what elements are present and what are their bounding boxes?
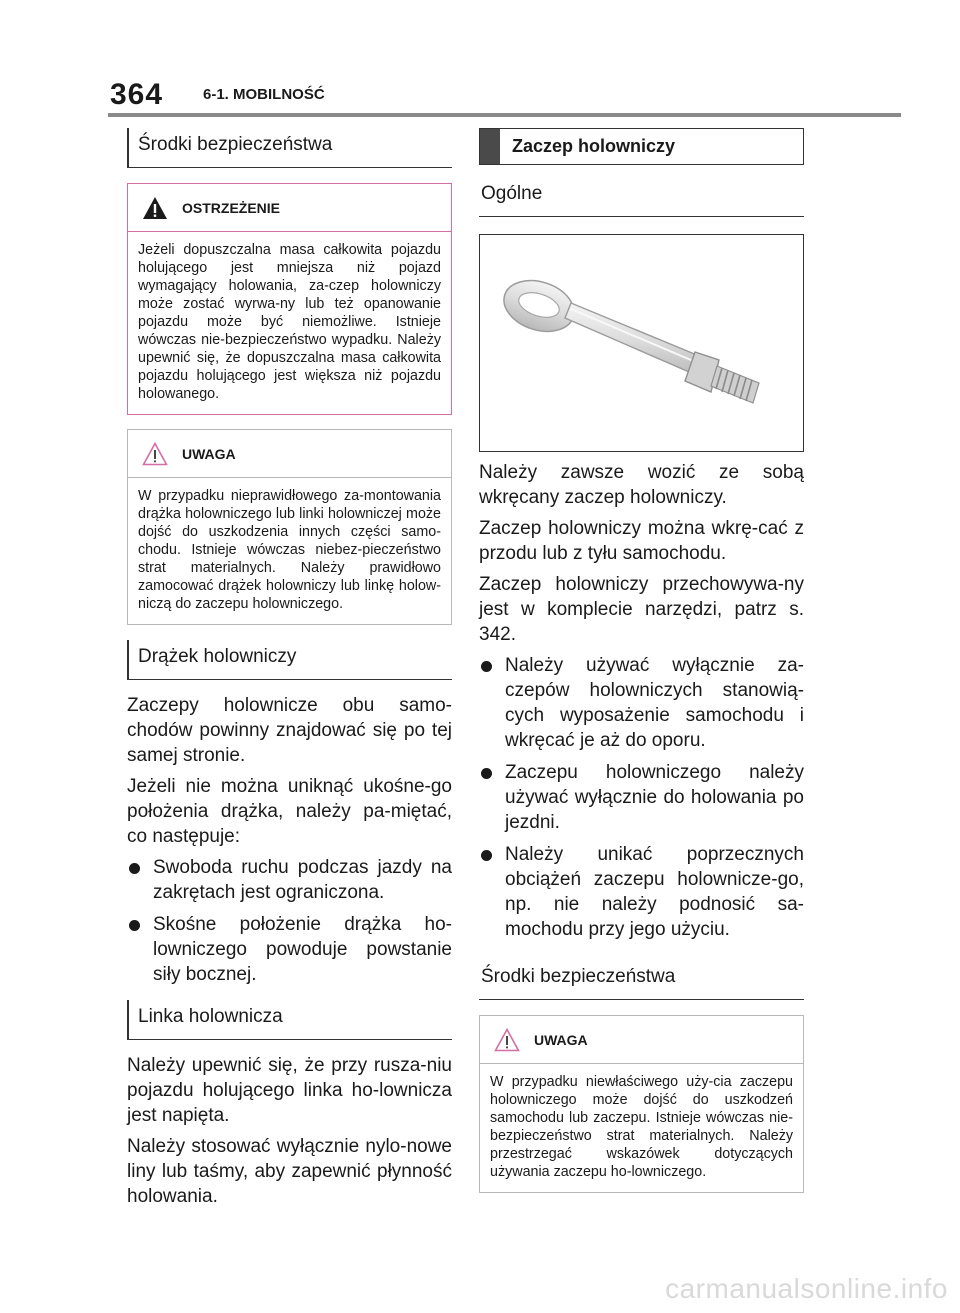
caution-triangle-icon <box>142 442 168 466</box>
general-paragraph: Zaczep holowniczy można wkrę-cać z przodu lub z tyłu samochodu. <box>479 518 804 564</box>
right-column <box>479 128 804 1193</box>
header-rule <box>108 113 901 117</box>
heading-general: Ogólne <box>479 177 804 217</box>
general-paragraph: Należy zawsze wozić ze sobą wkręcany zaczep holowniczy. <box>479 462 804 508</box>
watermark: carmanualsonline.info <box>665 1273 948 1304</box>
heading-tow-rope: Linka holownicza <box>127 1000 452 1040</box>
list-item: Swoboda ruchu podczas jazdy na zakrętach jest ograniczona. <box>127 855 452 905</box>
warning-title: OSTRZEŻENIE <box>182 200 281 216</box>
list-item: Zaczepu holowniczego należy używać wyłącznie do holowania po jezdni. <box>479 760 804 835</box>
heading-safety-left: Środki bezpieczeństwa <box>127 128 452 168</box>
tow-bar-bullet-list <box>127 855 452 987</box>
general-bullet-list <box>479 653 804 942</box>
notice-box-header <box>128 430 451 477</box>
notice-title: UWAGA <box>534 1032 588 1048</box>
towing-eye-figure <box>479 234 804 452</box>
notice-text: W przypadku nieprawidłowego za-montowania drążka holowniczego lub linki holowniczej może dojść do uszkodzenia innych części samo-chodu. Istnieje wówczas niebez-pieczeństwo strat materialnych. Należy prawidłowo zamocować drążek holowniczy lub linkę holow-niczą do zaczepu holowniczego. <box>128 477 451 624</box>
page-number: 364 <box>110 78 164 111</box>
left-column <box>127 128 452 1209</box>
general-paragraph: Zaczep holowniczy przechowywa-ny jest w komplecie narzędzi, patrz s. 342. <box>479 574 804 645</box>
heading-towing-eye <box>479 128 804 165</box>
caution-triangle-icon <box>494 1028 520 1052</box>
section-title: 6-1. MOBILNOŚĆ <box>203 86 325 103</box>
warning-box <box>127 183 452 415</box>
list-item: Skośne położenie drążka ho-lowniczego powoduje powstanie siły bocznej. <box>127 912 452 987</box>
list-item: Należy unikać poprzecznych obciążeń zaczepu holownicze-go, np. nie należy podnosić sa-mochodu przy jego użyciu. <box>479 842 804 942</box>
list-item: Należy używać wyłącznie za-czepów holowniczych stanowią-cych wyposażenie samochodu i wkręcać je aż do oporu. <box>479 653 804 753</box>
heading-towing-eye-label: Zaczep holowniczy <box>512 136 676 156</box>
tow-rope-paragraph: Należy upewnić się, że przy rusza-niu pojazdu holującego linka ho-lownicza jest napięta. <box>127 1055 452 1126</box>
notice-title: UWAGA <box>182 446 236 462</box>
warning-text: Jeżeli dopuszczalna masa całkowita pojazdu holującego jest mniejsza niż pojazd wymagający holowania, za-czep holowniczy może zostać wyrwa-ny lub też opanowanie pojazdu może być niemożliwe. Istnieje wówczas nie-bezpieczeństwo wypadku. Należy upewnić się, że dopuszczalna masa całkowita pojazdu holującego jest większa niż pojazdu holowanego. <box>128 231 451 414</box>
warning-box-header <box>128 184 451 231</box>
heading-safety-right: Środki bezpieczeństwa <box>479 960 804 1000</box>
heading-bar-marker <box>480 129 500 164</box>
notice-box-right <box>479 1015 804 1193</box>
warning-triangle-icon <box>142 196 168 220</box>
tow-bar-paragraph: Jeżeli nie można uniknąć ukośne-go położenia drążka, należy pa-miętać, co następuje: <box>127 776 452 847</box>
heading-tow-bar: Drążek holowniczy <box>127 640 452 680</box>
tow-rope-paragraph: Należy stosować wyłącznie nylo-nowe liny lub taśmy, aby zapewnić płynność holowania. <box>127 1136 452 1207</box>
tow-bar-paragraph: Zaczepy holownicze obu samo-chodów powinny znajdować się po tej samej stronie. <box>127 695 452 766</box>
notice-text: W przypadku niewłaściwego uży-cia zaczepu holowniczego może dojść do uszkodzeń samochodu lub zaczepu. Istnieje wówczas nie-bezpieczeństwo strat materialnych. Należy przestrzegać wskazówek dotyczących używania zaczepu ho-lowniczego. <box>480 1063 803 1192</box>
notice-box-left <box>127 429 452 625</box>
notice-box-header <box>480 1016 803 1063</box>
towing-eye-illustration-icon <box>497 268 787 418</box>
